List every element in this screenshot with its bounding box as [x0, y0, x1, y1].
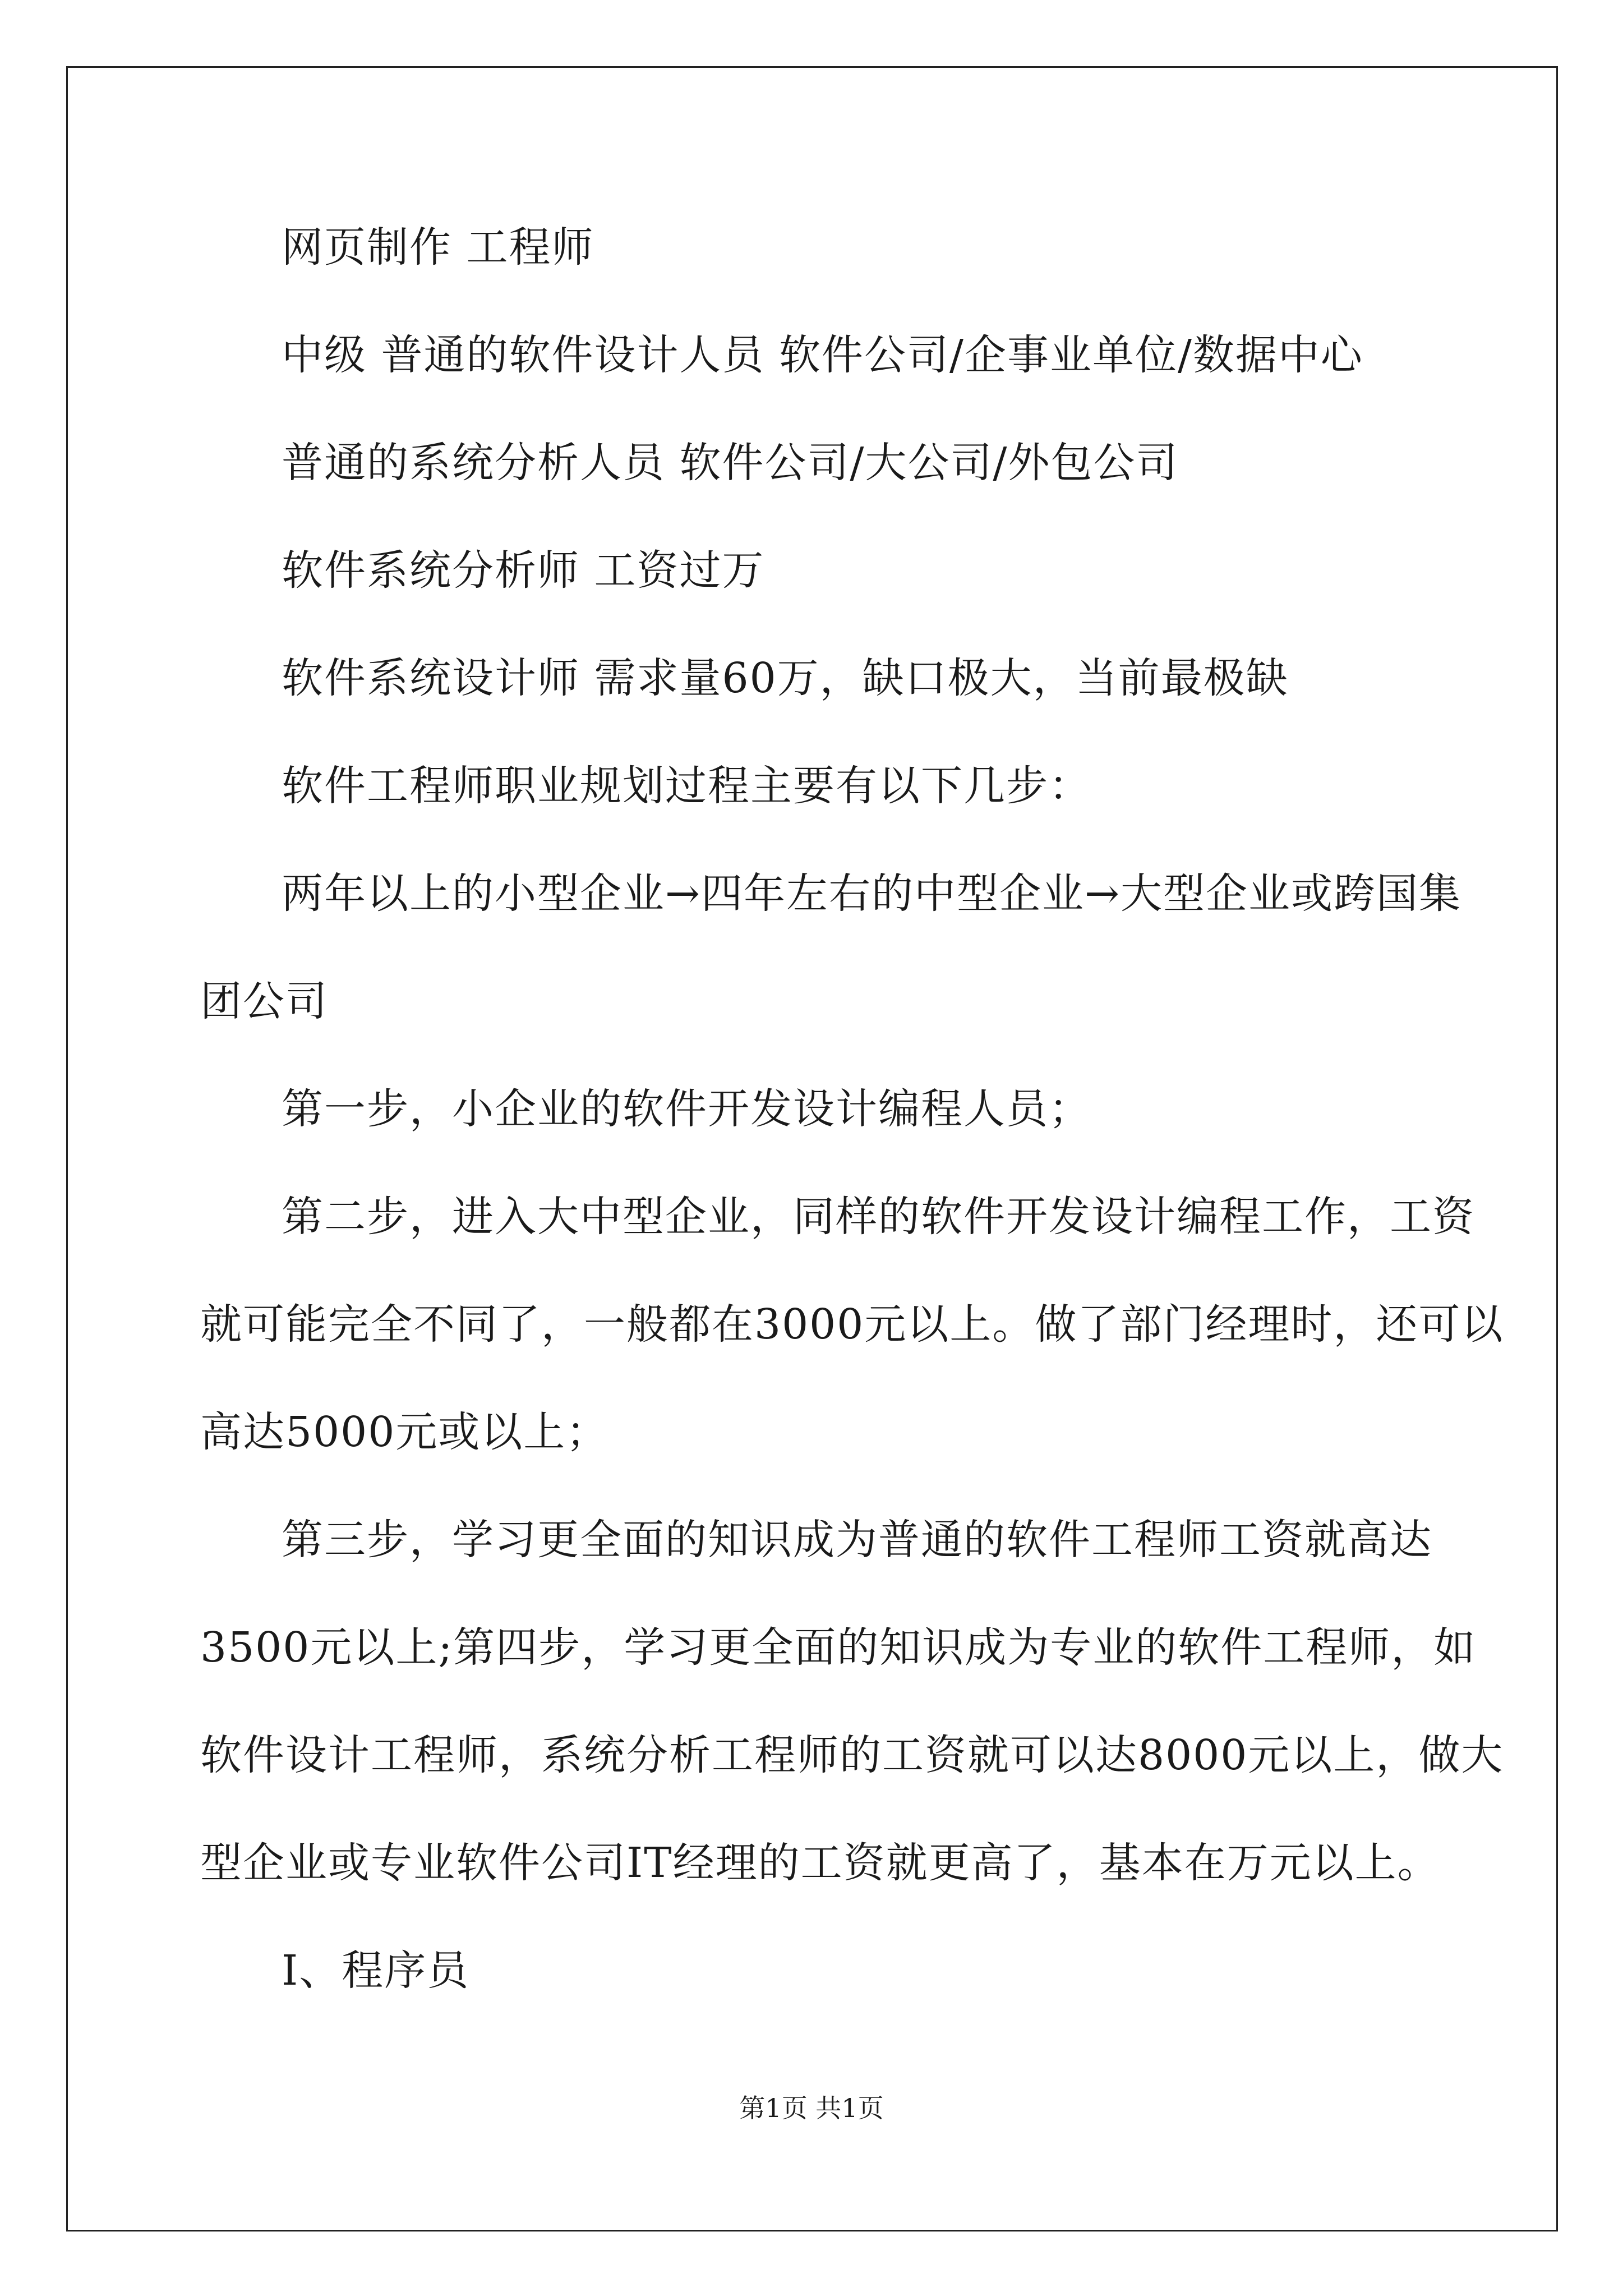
page-border — [66, 66, 1558, 2231]
text-line: 第一步，小企业的软件开发设计编程人员； — [282, 1085, 1091, 1133]
text-line: 高达5000元或以上； — [200, 1408, 609, 1456]
text-line: 型企业或专业软件公司IT经理的工资就更高了，基本在万元以上。 — [200, 1839, 1440, 1887]
text-line: 3500元以上;第四步，学习更全面的知识成为专业的软件工程师，如 — [200, 1623, 1477, 1672]
text-line: 中级 普通的软件设计人员 软件公司/企事业单位/数据中心 — [282, 331, 1363, 379]
text-line: 软件工程师职业规划过程主要有以下几步： — [282, 762, 1091, 810]
text-line: 两年以上的小型企业→四年左右的中型企业→大型企业或跨国集 — [282, 869, 1462, 918]
text-line: 软件设计工程师，系统分析工程师的工资就可以达8000元以上，做大 — [200, 1731, 1504, 1779]
text-line: 软件系统设计师 需求量60万，缺口极大，当前最极缺 — [282, 654, 1289, 702]
text-line: Ⅰ、程序员 — [282, 1947, 470, 1995]
text-line: 软件系统分析师 工资过万 — [282, 546, 765, 595]
text-line: 网页制作 工程师 — [282, 223, 594, 272]
text-line: 第三步，学习更全面的知识成为普通的软件工程师工资就高达 — [282, 1516, 1432, 1564]
text-line: 团公司 — [200, 977, 328, 1025]
text-line: 普通的系统分析人员 软件公司/大公司/外包公司 — [282, 439, 1179, 487]
text-line: 第二步，进入大中型企业，同样的软件开发设计编程工作，工资 — [282, 1193, 1475, 1241]
page-footer: 第1页 共1页 — [739, 2093, 884, 2123]
text-line: 就可能完全不同了，一般都在3000元以上。做了部门经理时，还可以 — [200, 1300, 1504, 1349]
